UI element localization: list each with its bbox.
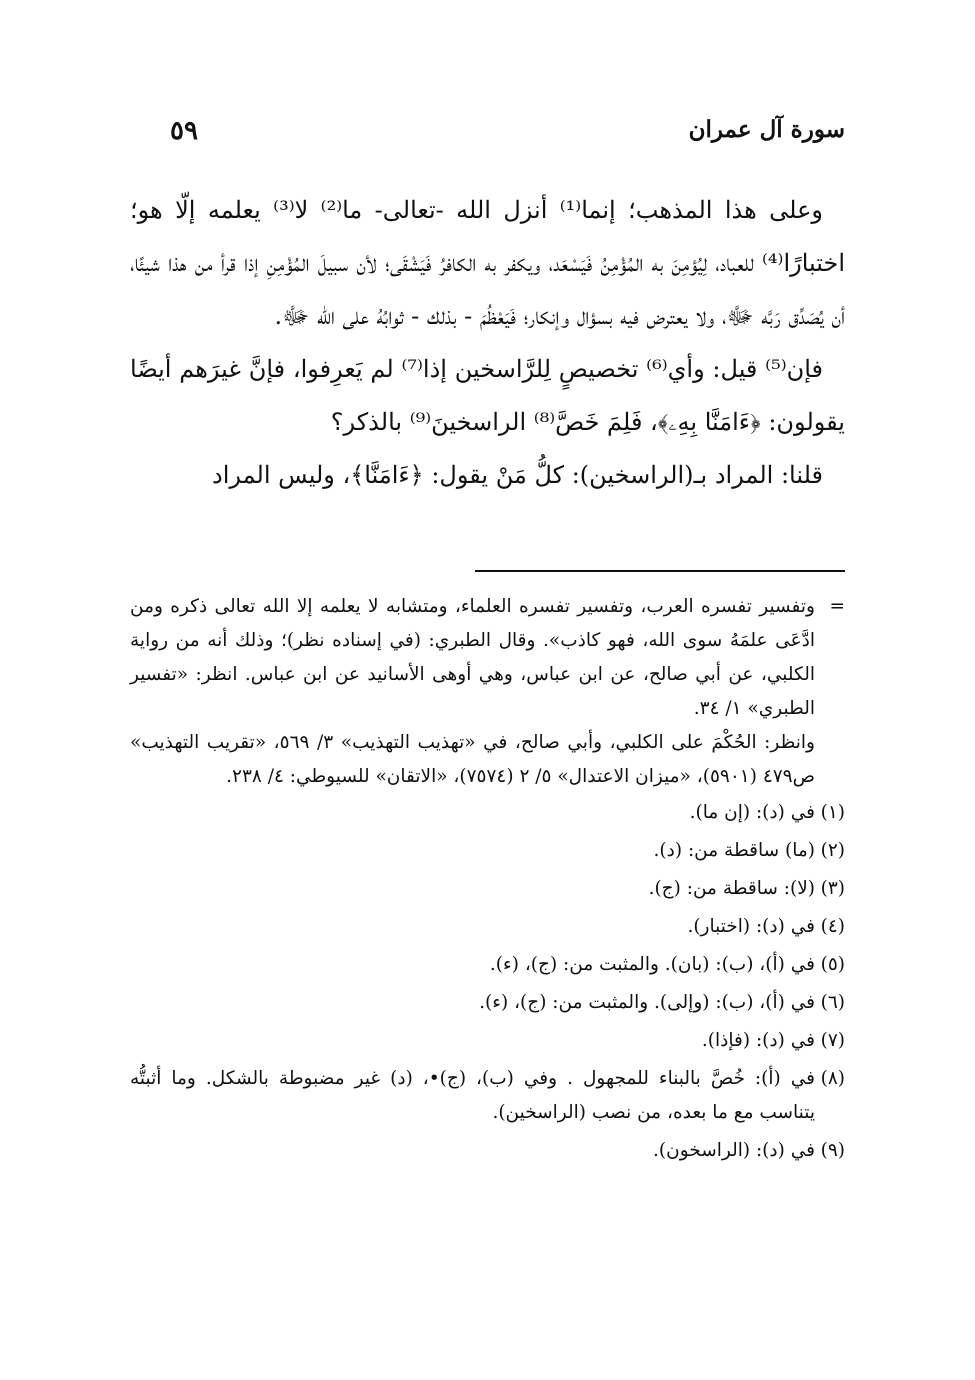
footnote-number: (٥) — [820, 954, 845, 975]
footnote-item — [130, 948, 845, 982]
footnote-item — [130, 796, 845, 830]
footnote-item — [130, 1134, 845, 1168]
footnote-number: (٧) — [820, 1030, 845, 1051]
footnote-text: (ما) ساقطة من: (د). — [653, 840, 815, 861]
footnote-text: (لا): ساقطة من: (ج). — [648, 878, 815, 899]
footnote-number: (٣) — [820, 878, 845, 899]
footnote-item — [130, 1062, 845, 1130]
footnote-text: في (د): (الراسخون). — [653, 1140, 815, 1161]
footnote-number: (٢) — [820, 840, 845, 861]
footnotes — [130, 590, 845, 1172]
footnote-number: (١) — [820, 802, 845, 823]
footnote-text: في (د): (اختبار). — [687, 916, 815, 937]
body-paragraph-2: فإن⁽⁵⁾ قيل: وأي⁽⁶⁾ تخصيصٍ لِلرَّاسخين إذا⁽⁷⁾ لم يَعرِفوا، فإنَّ غيرَهم أيضًا يقولون: ﴿ءَامَنَّا بِهِۦ﴾، فَلِمَ خَصَّ⁽⁸⁾ الراسخينَ⁽⁹⁾ بالذكر؟ — [130, 355, 845, 436]
page-number: ٥٩ — [170, 116, 198, 146]
footnote-text: في (أ)، (ب): (وإلى). والمثبت من: (ج)، (ء). — [479, 992, 815, 1013]
footnote-list — [130, 796, 845, 1168]
footnote-number: (٦) — [820, 992, 845, 1013]
footnote-text: في (د): (إن ما). — [689, 802, 815, 823]
footnote-text: في (د): (فإذا). — [701, 1030, 815, 1051]
footnote-text: في (أ): خُصَّ بالبناء للمجهول . وفي (ب)، (ج)•، (د) غير مضبوطة بالشكل. وما أثبتُّه يتناسب مع ما بعده، من نصب (الراسخين). — [130, 1068, 815, 1123]
footnote-number: (٩) — [820, 1140, 845, 1161]
footnote-number: (٨) — [820, 1068, 845, 1089]
footnote-item — [130, 910, 845, 944]
footnote-continuation-text: وتفسير تفسره العرب، وتفسير تفسره العلماء، ومتشابه لا يعلمه إلا الله تعالى ذكره ومن ادَّعَى علمَهُ سوى الله، فهو كاذب». وقال الطبري: (في إسناده نظر)؛ وذلك أنه من رواية الكلبي، عن أبي صالح، عن ابن عباس، وهي أوهى الأسانيد عن ابن عباس. انظر: «تفسير الطبري» ١/ ٣٤. — [130, 596, 815, 719]
footnote-item — [130, 834, 845, 868]
running-title: سورة آل عمران — [688, 116, 845, 143]
continuation-mark: = — [829, 596, 845, 617]
footnote-item — [130, 872, 845, 906]
footnote-item — [130, 986, 845, 1020]
footnote-text: في (أ)، (ب): (بان). والمثبت من: (ج)، (ء). — [489, 954, 815, 975]
footnote-item — [130, 1024, 845, 1058]
footnote-continuation-2: وانظر: الحُكْمَ على الكلبي، وأبي صالح، في «تهذيب التهذيب» ٣/ ٥٦٩، «تقريب التهذيب» ص٤٧٩ (٥٩٠١)، «ميزان الاعتدال» ٥/ ٢ (٧٥٧٤)، «الاتقان» للسيوطي: ٤/ ٢٣٨. — [130, 732, 815, 787]
body-paragraph-3: قلنا: المراد بـ(الراسخين): كلُّ مَنْ يقول: ﴿ءَامَنَّا﴾، وليس المراد — [212, 461, 823, 489]
footnote-separator — [475, 570, 845, 572]
footnote-number: (٤) — [820, 916, 845, 937]
footnote-continuation — [130, 590, 845, 726]
page-header — [130, 116, 845, 156]
main-text — [130, 184, 845, 502]
body-paragraph-1: وعلى هذا المذهب؛ إنما⁽¹⁾ أنزل الله -تعالى- ما⁽²⁾ لا⁽³⁾ يعلمه إلّا هو؛ اختبارًا⁽⁴⁾ للعباد، لِيُؤمِنَ به المُؤْمِنُ فَيَسْعَد، ويكفر به الكافرُ فَيَشْقَى؛ لأن سبيلَ المُؤْمِنِ إذا قرأ من هذا شيئًا، أن يُصَدِّق رَبَّه ﷻ، ولا يعترض فيه بسؤال وإنكار؛ فَيَعْظُمَ - بذلك - ثوابُهُ على الله ﷻ. — [130, 196, 845, 330]
